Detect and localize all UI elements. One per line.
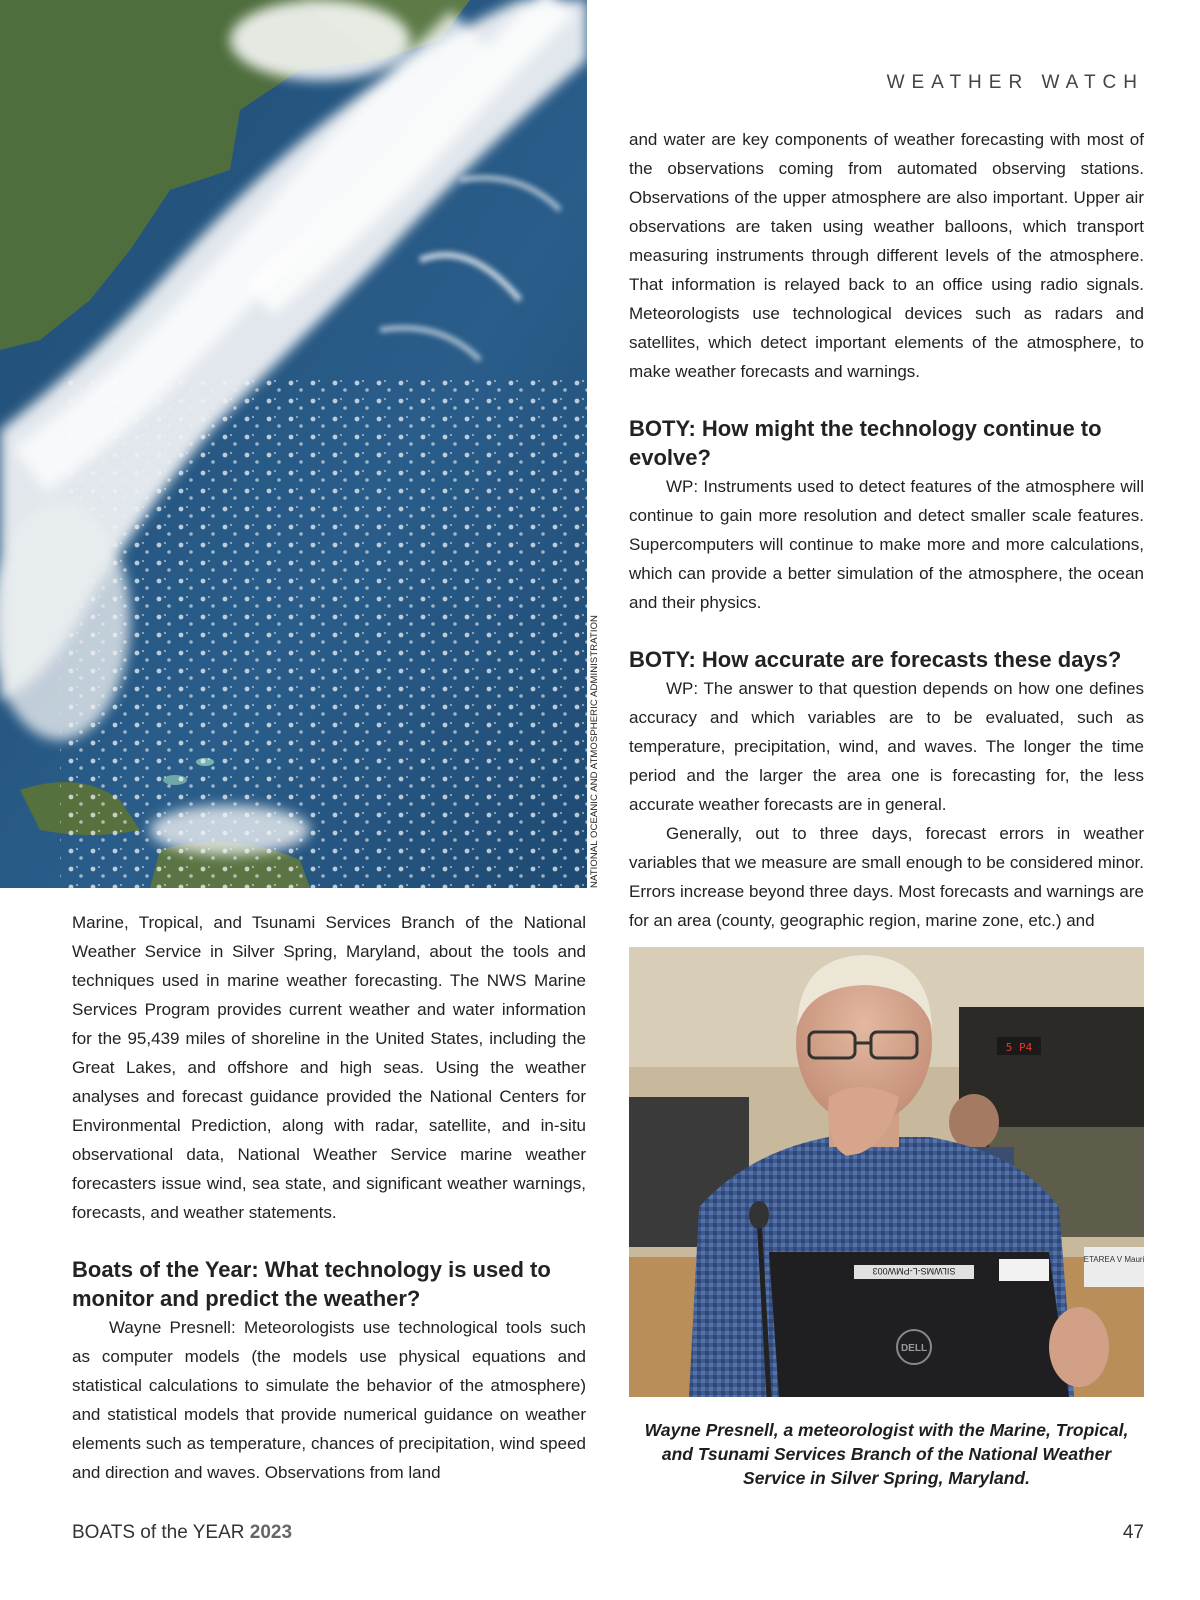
satellite-image bbox=[0, 0, 587, 888]
right-column bbox=[629, 125, 1144, 935]
name-sign: ETAREA V Mauri bbox=[1083, 1255, 1144, 1264]
body-paragraph: WP: Instruments used to detect features of the atmosphere will continue to gain more resolution and detect smaller scale features. Supercomputers will continue to make more and more calculations, which can provide a better simulation of the atmosphere, the ocean and their physics. bbox=[629, 477, 1144, 612]
footer-magazine-title bbox=[72, 1522, 292, 1544]
portrait-photo bbox=[629, 947, 1144, 1397]
section-heading: BOTY: How accurate are forecasts these days? bbox=[629, 647, 1122, 672]
laptop-label: SILWMS-L-PMW003 bbox=[872, 1266, 956, 1276]
magazine-name: BOATS of the YEAR bbox=[72, 1522, 245, 1543]
body-paragraph: Generally, out to three days, forecast errors in weather variables that we measure are small enough to be considered minor. Errors increase beyond three days. Most forecasts and warnings are for an area (county, geographic region, marine zone, etc.) and bbox=[629, 824, 1145, 930]
body-paragraph: WP: The answer to that question depends on how one defines accuracy and which variables are to be evaluated, such as temperature, precipitation, wind, and waves. The longer the time period and the larger the area one is forecasting for, the less accurate weather forecasts are in general. bbox=[629, 679, 1144, 814]
laptop-brand: DELL bbox=[900, 1343, 928, 1354]
body-paragraph: and water are key components of weather forecasting with most of the observations coming from automated observing stations. Observations of the upper atmosphere are also important. Upper air observations are taken using weather balloons, which transport measuring instruments through different levels of the atmosphere. That information is relayed back to an office using radio signals. Meteorologists use technological devices such as radars and satellites, which detect important elements of the atmosphere, to make weather forecasts and warnings. bbox=[629, 130, 1144, 381]
magazine-year: 2023 bbox=[249, 1522, 293, 1543]
section-heading: BOTY: How might the technology continue to evolve? bbox=[629, 416, 1102, 470]
left-column bbox=[72, 908, 586, 1487]
body-paragraph: Marine, Tropical, and Tsunami Services Branch of the National Weather Service in Silver Spring, Maryland, about the tools and techniques used in marine weather forecasting. The NWS Marine Services Program provides current weather and water information for the 95,439 miles of shoreline in the United States, including the Great Lakes, and offshore and high seas. Using the weather analyses and forecast guidance provided the National Centers for Environmental Prediction, along with radar, satellite, and in-situ observational data, National Weather Service marine weather forecasters issue wind, sea state, and significant weather warnings, forecasts, and weather statements. bbox=[72, 913, 586, 1222]
page-number: 47 bbox=[1122, 1522, 1144, 1543]
body-paragraph: Wayne Presnell: Meteorologists use technological tools such as computer models (the models use physical equations and statistical calculations to simulate the behavior of the atmosphere) and statistical models that provide numerical guidance on weather elements such as temperature, chances of precipitation, wind speed and direction and waves. Observations from land bbox=[72, 1318, 586, 1482]
clock-text: 5 P4 bbox=[1005, 1041, 1033, 1054]
photo-credit: NATIONAL OCEANIC AND ATMOSPHERIC ADMINISTRATION bbox=[589, 614, 600, 888]
photo-caption: Wayne Presnell, a meteorologist with the Marine, Tropical, and Tsunami Services Branch of the National Weather Service in Silver Spring, Maryland. bbox=[644, 1420, 1129, 1488]
section-heading: Boats of the Year: What technology is used to monitor and predict the weather? bbox=[72, 1257, 551, 1311]
running-head: WEATHER WATCH bbox=[886, 72, 1144, 93]
